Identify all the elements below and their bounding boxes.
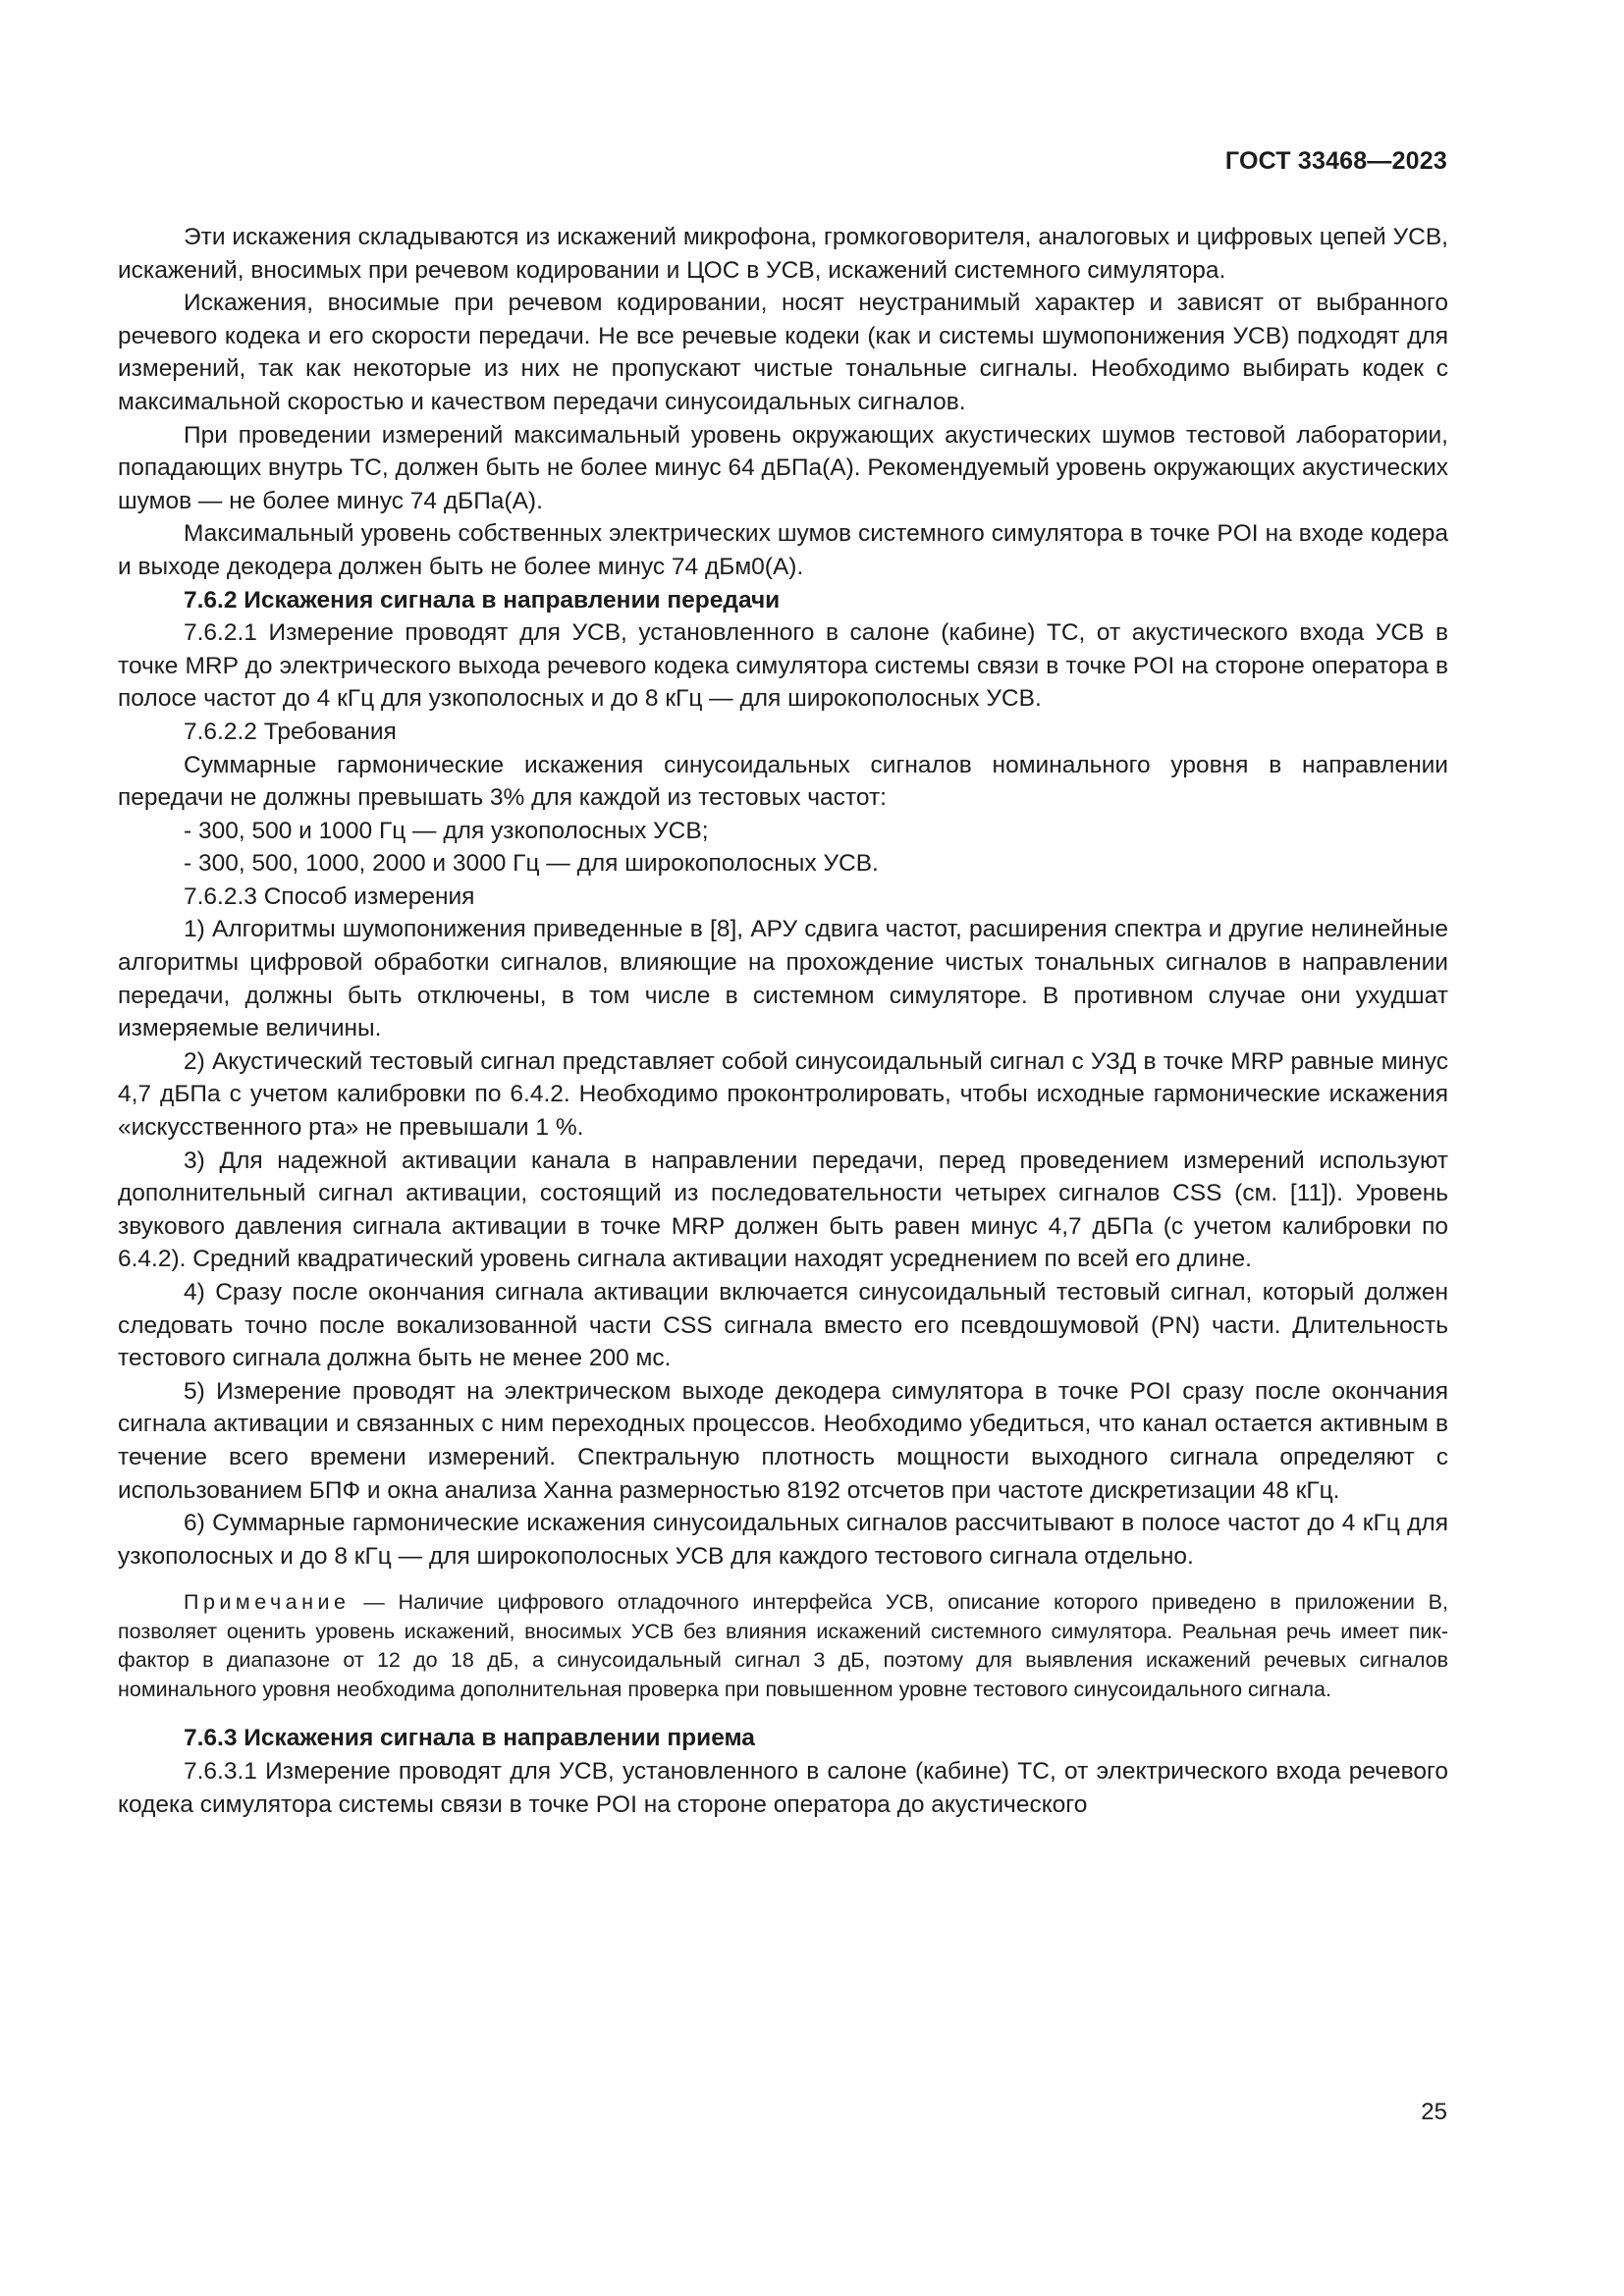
page-number: 25 <box>1421 2099 1447 2125</box>
document-number: ГОСТ 33468—2023 <box>1224 147 1447 175</box>
paragraph: 1) Алгоритмы шумопонижения приведенные в [8], АРУ сдвига частот, расширения спектра и другие нелинейные алгоритмы цифровой обработки сигналов, влияющие на прохождение чистых тональных сигналов в направлении передачи, должны быть отключены, в том числе в системном симуляторе. В противном случае они ухудшат измеряемые величины. <box>118 916 1448 1042</box>
list-item: - 300, 500 и 1000 Гц — для узкополосных УСВ; <box>184 817 709 844</box>
paragraph: 7.6.3.1 Измерение проводят для УСВ, установленного в салоне (кабине) ТС, от электрического входа речевого кодека симулятора системы связи в точке POI на стороне оператора до акустического <box>118 1757 1448 1818</box>
paragraph: 6) Суммарные гармонические искажения синусоидальных сигналов рассчитывают в полосе частот до 4 кГц для узкополосных и до 8 кГц — для широкополосных УСВ для каждого тестового сигнала отдельно. <box>118 1510 1448 1570</box>
subsection-title: 7.6.2.3 Способ измерения <box>184 882 475 910</box>
paragraph: Максимальный уровень собственных электрических шумов системного симулятора в точке POI на входе кодера и выходе декодера должен быть не более минус 74 дБм0(А). <box>118 520 1448 580</box>
list-item: - 300, 500, 1000, 2000 и 3000 Гц — для широкополосных УСВ. <box>184 850 879 878</box>
section-heading-7-6-3: 7.6.3 Искажения сигнала в направлении приема <box>184 1725 755 1752</box>
paragraph: 5) Измерение проводят на электрическом выходе декодера симулятора в точке POI сразу после окончания сигнала активации и связанных с ним переходных процессов. Необходимо убедиться, что канал остается активным в течение всего времени измерений. Спектральную плотность мощности выходного сигнала определяют с использованием БПФ и окна анализа Ханна размерностью 8192 отсчетов при частоте дискретизации 48 кГц. <box>118 1377 1448 1504</box>
section-heading-7-6-2: 7.6.2 Искажения сигнала в направлении передачи <box>184 586 781 614</box>
paragraph: При проведении измерений максимальный уровень окружающих акустических шумов тестовой лаборатории, попадающих внутрь ТС, должен быть не более минус 64 дБПа(А). Рекомендуемый уровень окружающих акустических шумов — не более минус 74 дБПа(А). <box>118 421 1449 514</box>
paragraph: Суммарные гармонические искажения синусоидальных сигналов номинального уровня в направлении передачи не должны превышать 3% для каждой из тестовых частот: <box>118 751 1448 812</box>
paragraph: 2) Акустический тестовый сигнал представляет собой синусоидальный сигнал с УЗД в точке MRP равные минус 4,7 дБПа с учетом калибровки по 6.4.2. Необходимо проконтролировать, чтобы исходные гармонические искажения «искусственного рта» не превышали 1 %. <box>118 1047 1448 1142</box>
paragraph: Эти искажения складываются из искажений микрофона, громкоговорителя, аналоговых и цифровых цепей УСВ, искажений, вносимых при речевом кодировании и ЦОС в УСВ, искажений системного симулятора. <box>118 224 1448 284</box>
subsection-title: 7.6.2.2 Требования <box>184 718 397 745</box>
note-lead: Примечание <box>184 1590 351 1615</box>
note-text: — Наличие цифрового отладочного интерфейса УСВ, описание которого приведено в приложении В, позволяет оценить уровень искажений, вносимых УСВ без влияния искажений системного симулятора. Реальная речь имеет пик-фактор в диапазоне от 12 до 18 дБ, а синусоидальный сигнал 3 дБ, поэтому для выявления искажений речевых сигналов номинального уровня необходима дополнительная проверка при повышенном уровне тестового синусоидального сигнала. <box>118 1590 1448 1701</box>
note <box>118 1588 1448 1704</box>
document-body <box>118 221 1448 1821</box>
paragraph: 4) Сразу после окончания сигнала активации включается синусоидальный тестовый сигнал, который должен следовать точно после вокализованной части CSS сигнала вместо его псевдошумовой (PN) части. Длительность тестового сигнала должна быть не менее 200 мс. <box>118 1279 1448 1372</box>
paragraph: 7.6.2.1 Измерение проводят для УСВ, установленного в салоне (кабине) ТС, от акустического входа УСВ в точке MRP до электрического выхода речевого кодека симулятора системы связи в точке POI на стороне оператора в полосе частот до 4 кГц для узкополосных и до 8 кГц — для широкополосных УСВ. <box>118 619 1448 713</box>
paragraph: 3) Для надежной активации канала в направлении передачи, перед проведением измерений используют дополнительный сигнал активации, состоящий из последовательности четырех сигналов CSS (см. [11]). Уровень звукового давления сигнала активации в точке MRP должен быть равен минус 4,7 дБПа (с учетом калибровки по 6.4.2). Средний квадратический уровень сигнала активации находят усреднением по всей его длине. <box>118 1147 1448 1273</box>
paragraph: Искажения, вносимые при речевом кодировании, носят неустранимый характер и зависят от выбранного речевого кодека и его скорости передачи. Не все речевые кодеки (как и системы шумопонижения УСВ) подходят для измерений, так как некоторые из них не пропускают чистые тональные сигналы. Необходимо выбирать кодек с максимальной скоростью и качеством передачи синусоидальных сигналов. <box>118 290 1448 415</box>
